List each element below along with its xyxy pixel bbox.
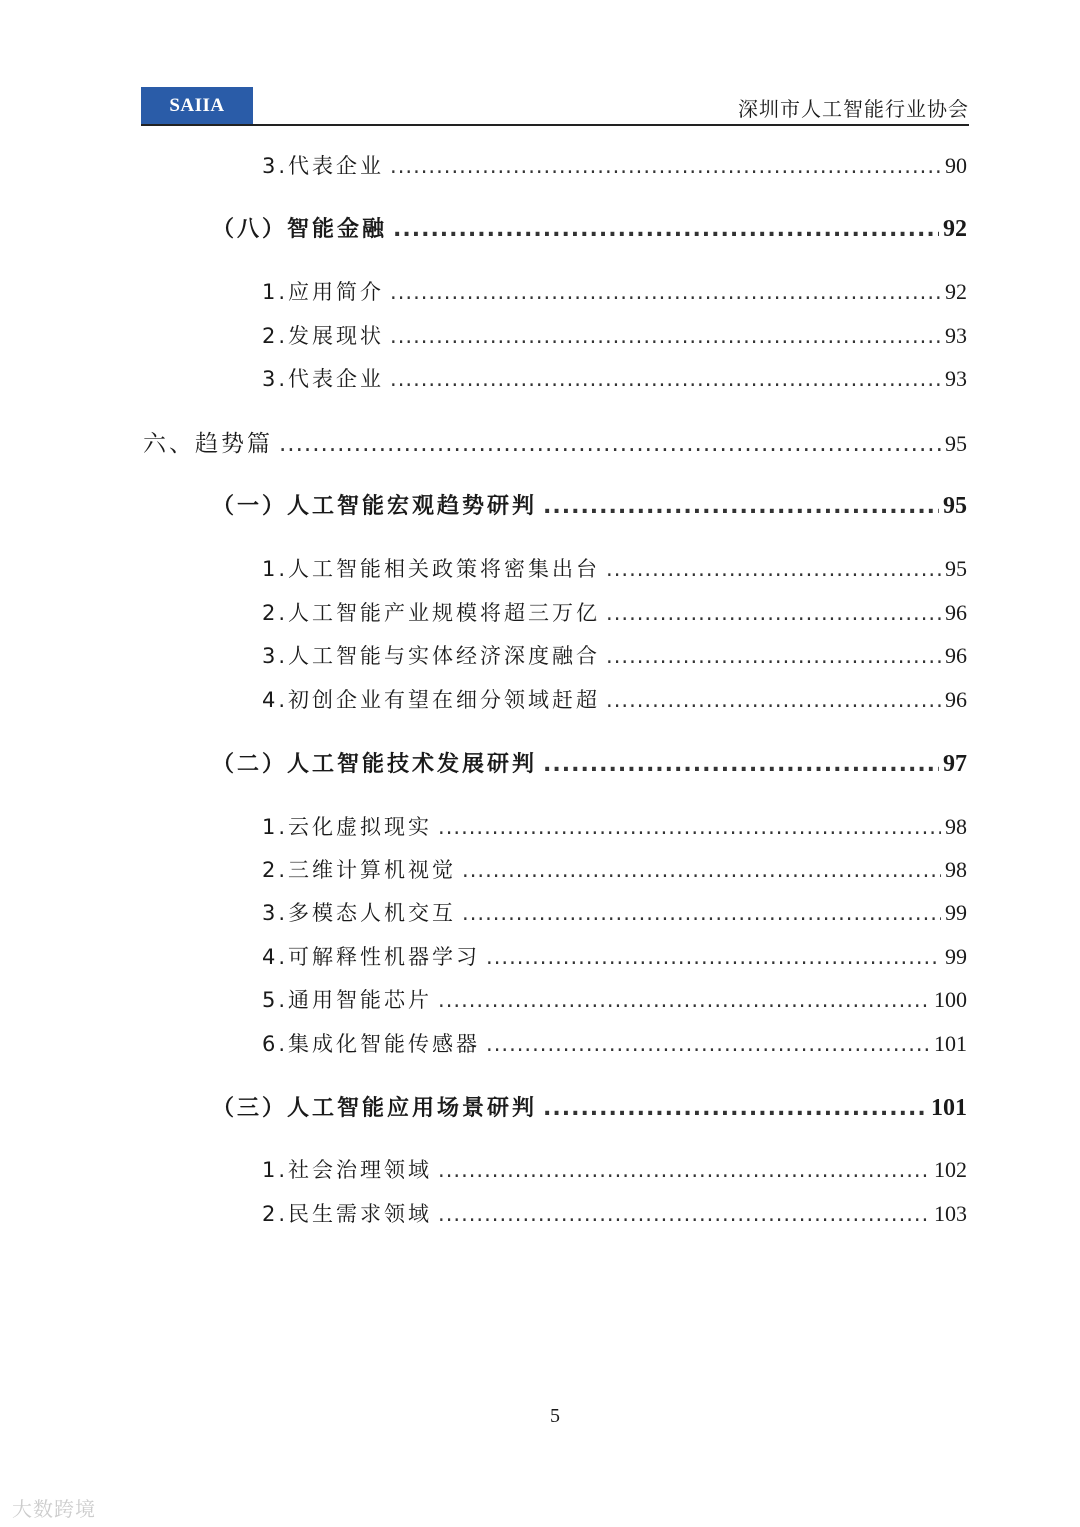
toc-entry[interactable] [262, 941, 967, 971]
toc-entry-page: 95 [945, 556, 967, 581]
toc-dot-leader [438, 1202, 930, 1226]
toc-entry-page: 103 [934, 1201, 967, 1226]
toc-entry-title: 1.人工智能相关政策将密集出台 [262, 557, 601, 581]
toc-dot-leader [279, 431, 941, 457]
toc-entry-page: 99 [945, 900, 967, 925]
toc-entry-title: （八）智能金融 [212, 217, 388, 242]
toc-entry[interactable] [262, 150, 967, 180]
toc-dot-leader [390, 154, 941, 178]
organization-name: 深圳市人工智能行业协会 [738, 97, 969, 121]
toc-entry-page: 102 [934, 1157, 967, 1182]
toc-dot-leader [390, 280, 941, 304]
toc-entry-title: （三）人工智能应用场景研判 [212, 1096, 538, 1121]
toc-entry[interactable] [262, 897, 967, 927]
toc-entry[interactable] [262, 684, 967, 714]
toc-entry[interactable] [262, 640, 967, 670]
toc-entry[interactable] [212, 747, 967, 779]
toc-dot-leader [393, 217, 939, 242]
toc-entry-title: 3.多模态人机交互 [262, 901, 457, 925]
toc-entry-page: 99 [945, 944, 967, 969]
page-number: 5 [550, 1405, 560, 1427]
toc-dot-leader [606, 601, 941, 625]
toc-entry-page: 96 [945, 643, 967, 668]
toc-entry[interactable] [143, 425, 967, 457]
toc-dot-leader [390, 324, 941, 348]
toc-dot-leader [462, 901, 941, 925]
toc-entry-page: 90 [945, 153, 967, 178]
toc-entry-page: 97 [943, 751, 967, 777]
toc-entry-title: （二）人工智能技术发展研判 [212, 752, 538, 777]
toc-entry-page: 93 [945, 323, 967, 348]
toc-dot-leader [543, 1096, 927, 1121]
toc-dot-leader [462, 858, 941, 882]
toc-entry-title: 3.人工智能与实体经济深度融合 [262, 644, 601, 668]
toc-entry[interactable] [212, 489, 967, 521]
toc-entry-page: 101 [934, 1031, 967, 1056]
toc-entry-title: 1.应用简介 [262, 280, 385, 304]
toc-entry-title: （一）人工智能宏观趋势研判 [212, 494, 538, 519]
toc-dot-leader [543, 494, 939, 519]
toc-entry-title: 4.初创企业有望在细分领域赶超 [262, 688, 601, 712]
toc-entry-title: 2.发展现状 [262, 324, 385, 348]
toc-entry-page: 92 [945, 279, 967, 304]
toc-entry-page: 100 [934, 987, 967, 1012]
toc-entry-title: 4.可解释性机器学习 [262, 945, 481, 969]
toc-entry-page: 96 [945, 687, 967, 712]
toc-dot-leader [438, 1158, 930, 1182]
toc-dot-leader [606, 644, 941, 668]
toc-entry-title: 6.集成化智能传感器 [262, 1032, 481, 1056]
toc-entry[interactable] [262, 1198, 967, 1228]
toc-entry-title: 2.民生需求领域 [262, 1202, 433, 1226]
header-divider [141, 124, 969, 126]
toc-entry[interactable] [262, 811, 967, 841]
toc-entry[interactable] [262, 320, 967, 350]
toc-entry-title: 5.通用智能芯片 [262, 988, 433, 1012]
toc-entry-title: 3.代表企业 [262, 154, 385, 178]
toc-entry-page: 96 [945, 600, 967, 625]
toc-entry[interactable] [212, 1091, 967, 1123]
toc-entry[interactable] [262, 553, 967, 583]
toc-entry[interactable] [262, 363, 967, 393]
toc-entry-page: 98 [945, 857, 967, 882]
toc-entry[interactable] [262, 1028, 967, 1058]
toc-entry-title: 2.三维计算机视觉 [262, 858, 457, 882]
toc-entry[interactable] [262, 597, 967, 627]
toc-entry-page: 93 [945, 366, 967, 391]
toc-entry-page: 95 [943, 493, 967, 519]
toc-entry[interactable] [262, 854, 967, 884]
toc-entry-page: 98 [945, 814, 967, 839]
toc-dot-leader [486, 945, 941, 969]
toc-dot-leader [390, 367, 941, 391]
toc-entry-title: 2.人工智能产业规模将超三万亿 [262, 601, 601, 625]
toc-entry[interactable] [212, 212, 967, 244]
toc-entry-page: 101 [931, 1095, 967, 1121]
toc-entry-page: 92 [943, 216, 967, 242]
page-header [141, 87, 969, 127]
toc-dot-leader [486, 1032, 930, 1056]
toc-dot-leader [606, 557, 941, 581]
toc-dot-leader [438, 815, 941, 839]
toc-entry[interactable] [262, 984, 967, 1014]
toc-entry-title: 1.社会治理领域 [262, 1158, 433, 1182]
toc-entry[interactable] [262, 1154, 967, 1184]
toc-entry-page: 95 [945, 431, 967, 456]
toc-dot-leader [438, 988, 930, 1012]
toc-entry-title: 六、趋势篇 [143, 431, 273, 457]
toc-entry-title: 1.云化虚拟现实 [262, 815, 433, 839]
toc-entry-title: 3.代表企业 [262, 367, 385, 391]
toc-dot-leader [606, 688, 941, 712]
toc-entry[interactable] [262, 276, 967, 306]
watermark: 大数跨境 [12, 1497, 96, 1521]
toc-dot-leader [543, 752, 939, 777]
saiia-logo: SAIIA [141, 87, 253, 125]
